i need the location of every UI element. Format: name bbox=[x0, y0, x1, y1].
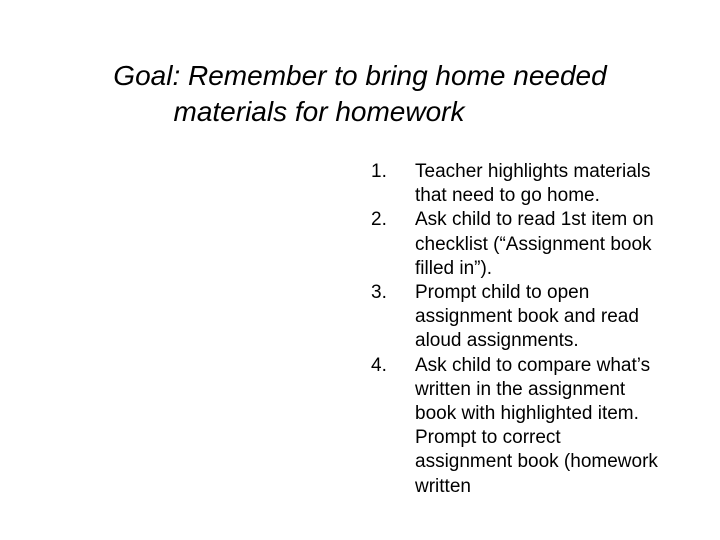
steps-list bbox=[364, 160, 664, 499]
step-text-2: Ask child to read 1st item on checklist (“Assignment book filled in”). bbox=[415, 209, 654, 279]
step-number-2: 2. bbox=[371, 209, 387, 231]
title-line-1: Goal: Remember to bring home needed bbox=[113, 60, 607, 91]
slide-title bbox=[0, 58, 720, 130]
step-number-3: 3. bbox=[371, 282, 387, 304]
step-number-1: 1. bbox=[371, 161, 387, 182]
step-text-3: Prompt child to open assignment book and read aloud assignments. bbox=[415, 282, 639, 352]
step-item-3 bbox=[364, 281, 664, 354]
step-item-4 bbox=[364, 354, 664, 499]
step-text-4: Ask child to compare what’s written in the assignment book with highlighted item. Prompt to correct assignment book (homework written bbox=[415, 354, 658, 497]
step-item-1 bbox=[364, 160, 664, 208]
title-line-2: materials for homework bbox=[173, 96, 465, 127]
step-item-2 bbox=[364, 208, 664, 281]
step-number-4: 4. bbox=[371, 354, 387, 376]
step-text-1: Teacher highlights materials that need to go home. bbox=[415, 161, 651, 207]
